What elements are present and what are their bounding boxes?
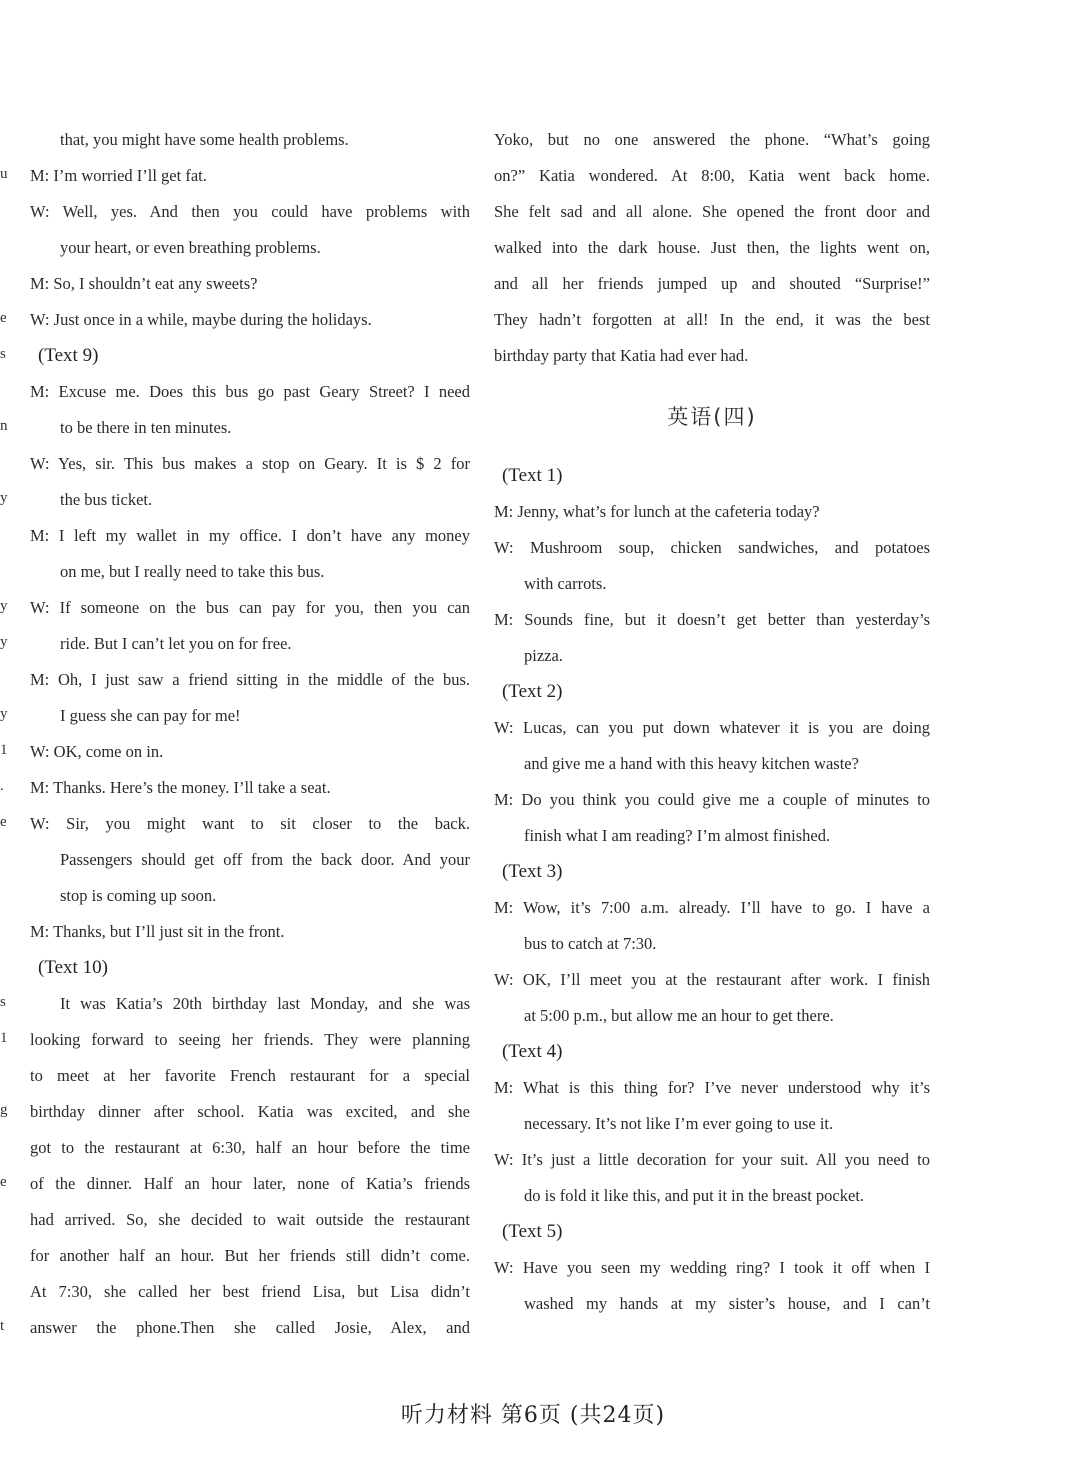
text-line: ride. But I can’t let you on for free. [60,634,292,653]
text-line: birthday party that Katia had ever had. [494,346,749,365]
text-heading: (Text 1) [502,465,563,486]
edge-fragment: t [0,1318,5,1334]
text-heading: (Text 10) [38,957,108,978]
edge-fragment: s [0,346,6,362]
right-column [494,122,930,1322]
page-footer: 听力材料 第6页 (共24页) [400,1403,666,1428]
edge-fragment: g [0,1102,8,1118]
text-line: W: It’s just a little decoration for your suit. All you need to [494,1150,930,1169]
text-heading: (Text 2) [502,681,563,702]
edge-fragment: e [0,310,7,326]
text-line: your heart, or even breathing problems. [60,238,321,257]
text-line: M: I left my wallet in my office. I don’t have any money [30,526,470,545]
edge-fragment: 1 [0,742,8,758]
text-line: M: Sounds fine, but it doesn’t get better than yesterday’s [494,610,930,629]
text-line: washed my hands at my sister’s house, and I can’t [524,1294,930,1313]
text-line: W: Yes, sir. This bus makes a stop on Geary. It is $ 2 for [30,454,470,473]
text-line: M: So, I shouldn’t eat any sweets? [30,274,258,293]
edge-fragment: n [0,418,8,434]
edge-fragment: y [0,634,8,650]
text-line: W: OK, I’ll meet you at the restaurant after work. I finish [494,970,930,989]
edge-fragment: y [0,598,8,614]
text-line: M: Thanks. Here’s the money. I’ll take a seat. [30,778,331,797]
text-line: W: Sir, you might want to sit closer to the back. [30,814,470,833]
text-line: W: OK, come on in. [30,742,164,761]
text-line: She felt sad and all alone. She opened the front door and [494,202,930,221]
text-line: walked into the dark house. Just then, the lights went on, [494,238,930,257]
text-line: Passengers should get off from the back door. And your [60,850,470,869]
text-line: the bus ticket. [60,490,153,509]
text-heading: (Text 3) [502,861,563,882]
text-line: looking forward to seeing her friends. They were planning [30,1030,470,1049]
text-line: on?” Katia wondered. At 8:00, Katia went back home. [494,166,930,185]
text-line: for another half an hour. But her friends still didn’t come. [30,1246,470,1265]
text-line: M: I’m worried I’ll get fat. [30,166,207,185]
text-line: It was Katia’s 20th birthday last Monday, and she was [60,994,470,1013]
text-line: on me, but I really need to take this bus. [60,562,325,581]
text-heading: (Text 4) [502,1041,563,1062]
text-line: W: Just once in a while, maybe during the holidays. [30,310,372,329]
text-line: W: Have you seen my wedding ring? I took it off when I [494,1258,930,1277]
edge-fragment: e [0,1174,7,1190]
text-line: They hadn’t forgotten at all! In the end, it was the best [494,310,930,329]
text-line: that, you might have some health problems. [60,130,349,149]
edge-fragment: . [0,778,4,794]
text-line: and all her friends jumped up and shouted “Surprise!” [494,274,930,293]
text-line: W: Mushroom soup, chicken sandwiches, and potatoes [494,538,930,557]
text-line: M: Do you think you could give me a couple of minutes to [494,790,930,809]
text-line: stop is coming up soon. [60,886,217,905]
text-line: finish what I am reading? I’m almost finished. [524,826,831,845]
edge-fragment: y [0,490,8,506]
text-line: W: If someone on the bus can pay for you, then you can [30,598,470,617]
text-line: birthday dinner after school. Katia was excited, and she [30,1102,470,1121]
text-line: had arrived. So, she decided to wait outside the restaurant [30,1210,470,1229]
text-line: M: Jenny, what’s for lunch at the cafeteria today? [494,502,820,521]
text-line: bus to catch at 7:30. [524,934,657,953]
text-line: At 7:30, she called her best friend Lisa, but Lisa didn’t [30,1282,470,1301]
text-line: at 5:00 p.m., but allow me an hour to get there. [524,1006,834,1025]
text-line: M: Thanks, but I’ll just sit in the front. [30,922,285,941]
edge-fragment: y [0,706,8,722]
text-line: Yoko, but no one answered the phone. “What’s going [494,130,930,149]
edge-fragment: e [0,814,7,830]
right-column-top [494,122,930,374]
text-line: to be there in ten minutes. [60,418,232,437]
text-line: with carrots. [524,574,607,593]
text-line: W: Lucas, can you put down whatever it is you are doing [494,718,930,737]
text-line: W: Well, yes. And then you could have problems with [30,202,470,221]
left-column [30,122,470,1346]
text-line: do is fold it like this, and put it in the breast pocket. [524,1186,865,1205]
text-line: answer the phone.Then she called Josie, Alex, and [30,1318,470,1337]
text-line: M: What is this thing for? I’ve never understood why it’s [494,1078,930,1097]
text-line: got to the restaurant at 6:30, half an hour before the time [30,1138,470,1157]
text-line: M: Oh, I just saw a friend sitting in the middle of the bus. [30,670,470,689]
text-line: M: Wow, it’s 7:00 a.m. already. I’ll have to go. I have a [494,898,930,917]
text-line: pizza. [524,646,563,665]
text-line: I guess she can pay for me! [60,706,241,725]
text-line: and give me a hand with this heavy kitchen waste? [524,754,859,773]
text-line: necessary. It’s not like I’m ever going to use it. [524,1114,834,1133]
text-heading: (Text 9) [38,345,99,366]
text-line: M: Excuse me. Does this bus go past Geary Street? I need [30,382,470,401]
section-title: 英语(四) [667,405,757,429]
edge-fragment: s [0,994,6,1010]
text-line: to meet at her favorite French restaurant for a special [30,1066,470,1085]
text-heading: (Text 5) [502,1221,563,1242]
edge-fragment: u [0,166,8,182]
right-column-bottom [494,458,930,1322]
text-line: of the dinner. Half an hour later, none of Katia’s friends [30,1174,470,1193]
edge-fragment: 1 [0,1030,8,1046]
